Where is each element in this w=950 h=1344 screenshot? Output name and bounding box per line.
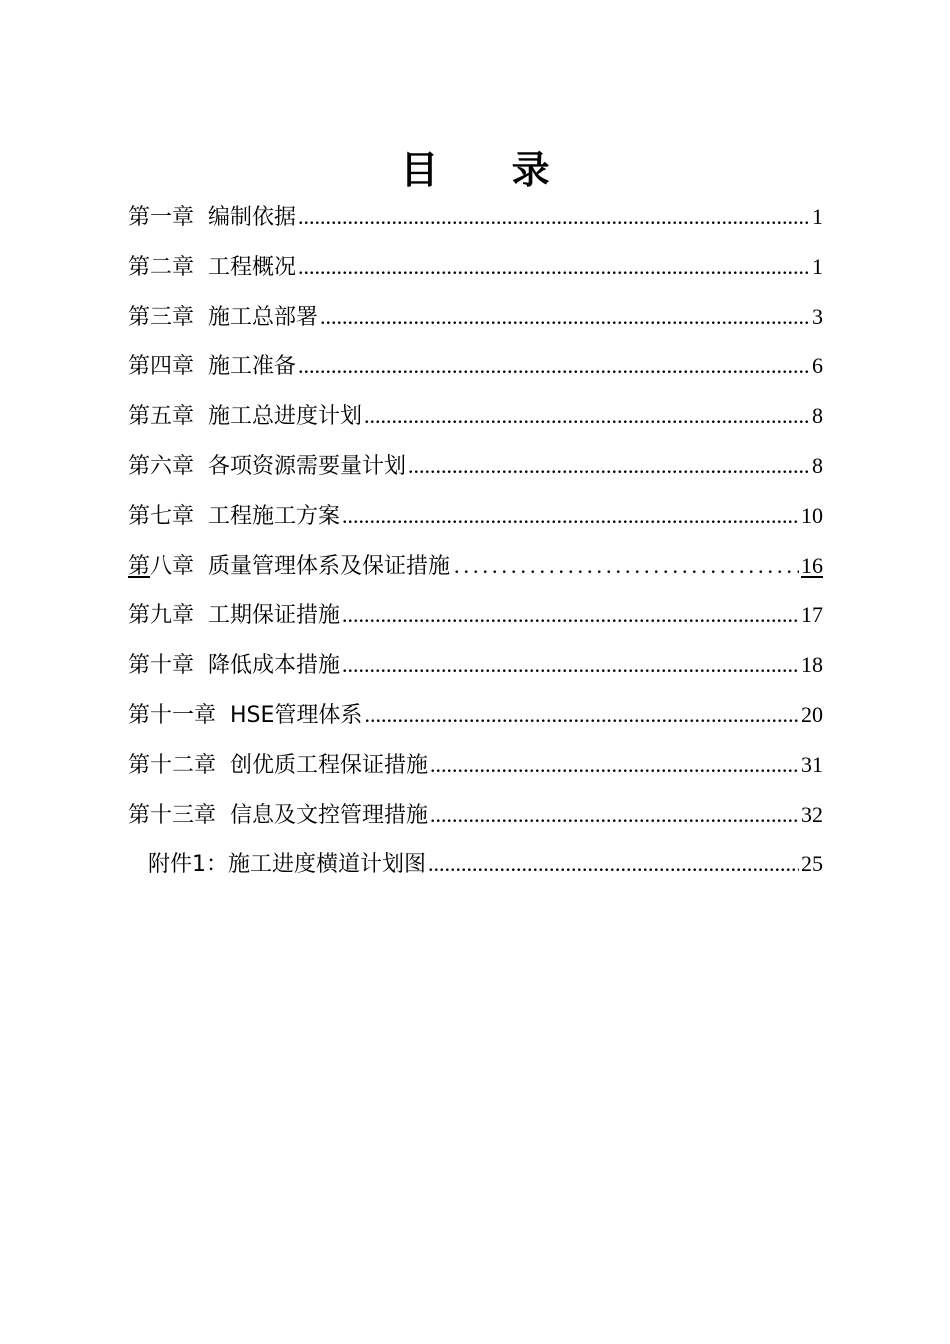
toc-page-number: 6 <box>812 353 823 379</box>
toc-entry[interactable] <box>128 640 823 690</box>
toc-entry-title: 施工准备 <box>208 354 297 380</box>
toc-entry-title: 编制依据 <box>208 205 297 230</box>
toc-entry-title: 施工总进度计划 <box>208 404 363 430</box>
toc-dot-leader <box>430 740 799 790</box>
toc-dot-leader <box>364 391 810 441</box>
toc-entry[interactable] <box>128 192 823 242</box>
toc-chapter-label: 第六章 <box>128 453 195 479</box>
toc-page-number: 32 <box>801 801 823 827</box>
toc-entry-title: 质量管理体系及保证措施 <box>208 553 451 579</box>
toc-dot-leader <box>408 441 810 491</box>
toc-page-number: 8 <box>812 403 823 429</box>
toc-entry-title: 创优质工程保证措施 <box>230 752 429 778</box>
toc-dot-leader <box>298 192 810 242</box>
toc-page-number: 16 <box>801 552 823 578</box>
toc-page-number: 20 <box>801 701 823 727</box>
toc-entry-title: 工程施工方案 <box>208 503 341 529</box>
toc-page-number: 8 <box>812 452 823 478</box>
toc-entry[interactable] <box>128 790 823 840</box>
toc-entry-title: 信息及文控管理措施 <box>230 802 429 828</box>
toc-entry-title: 施工进度横道计划图 <box>228 852 427 878</box>
toc-dot-leader <box>298 341 810 391</box>
toc-chapter-label: 第十三章 <box>128 802 217 828</box>
toc-dot-leader <box>298 242 810 292</box>
toc-page-number: 10 <box>801 502 823 528</box>
toc-chapter-label <box>128 542 194 592</box>
toc-dot-leader <box>454 541 799 591</box>
toc-page-number: 25 <box>801 851 823 877</box>
toc-entry-title: HSE管理体系 <box>230 702 363 728</box>
toc-appendix-label: 附件1： <box>148 852 228 878</box>
toc-page-number: 17 <box>801 602 823 628</box>
toc-entry[interactable] <box>128 740 823 790</box>
toc-entry[interactable] <box>128 292 823 342</box>
toc-entry-appendix[interactable] <box>128 839 823 889</box>
toc-chapter-label: 第四章 <box>128 354 195 380</box>
toc-entry[interactable] <box>128 590 823 640</box>
toc-entry[interactable] <box>128 391 823 441</box>
toc-entry[interactable] <box>128 242 823 292</box>
page-title: 目 录 <box>400 147 580 192</box>
toc-dot-leader <box>364 690 799 740</box>
toc-chapter-label: 第七章 <box>128 503 195 529</box>
toc-entry-title: 工程概况 <box>208 254 297 280</box>
toc-dot-leader <box>428 839 799 889</box>
toc-page-number: 18 <box>801 652 823 678</box>
toc-chapter-label: 第十二章 <box>128 752 217 778</box>
toc-chapter-label: 第二章 <box>128 254 195 280</box>
table-of-contents <box>128 192 823 889</box>
toc-chapter-label: 第九章 <box>128 603 195 629</box>
toc-dot-leader <box>342 590 799 640</box>
toc-dot-leader <box>342 491 799 541</box>
toc-chapter-label: 第十章 <box>128 653 195 679</box>
toc-dot-leader <box>320 292 810 342</box>
toc-page-number: 1 <box>812 204 823 229</box>
toc-page-number: 1 <box>812 253 823 279</box>
toc-chapter-rest: 八章 <box>150 553 195 579</box>
toc-chapter-prefix: 第 <box>128 553 151 579</box>
toc-entry[interactable] <box>128 441 823 491</box>
toc-entry[interactable] <box>128 341 823 391</box>
toc-entry-title: 工期保证措施 <box>208 603 341 629</box>
toc-entry-title: 各项资源需要量计划 <box>208 453 407 479</box>
toc-dot-leader <box>430 790 799 840</box>
toc-entry-title: 降低成本措施 <box>208 653 341 679</box>
toc-chapter-label: 第三章 <box>128 304 195 330</box>
toc-entry[interactable] <box>128 690 823 740</box>
toc-chapter-label: 第五章 <box>128 404 195 430</box>
toc-entry[interactable] <box>128 491 823 541</box>
toc-chapter-label: 第十一章 <box>128 702 217 728</box>
toc-page-number: 31 <box>801 751 823 777</box>
toc-dot-leader <box>342 640 799 690</box>
toc-entry-title: 施工总部署 <box>208 304 319 330</box>
toc-entry[interactable] <box>128 541 823 591</box>
toc-page-number: 3 <box>812 303 823 329</box>
toc-chapter-label: 第一章 <box>128 205 195 230</box>
